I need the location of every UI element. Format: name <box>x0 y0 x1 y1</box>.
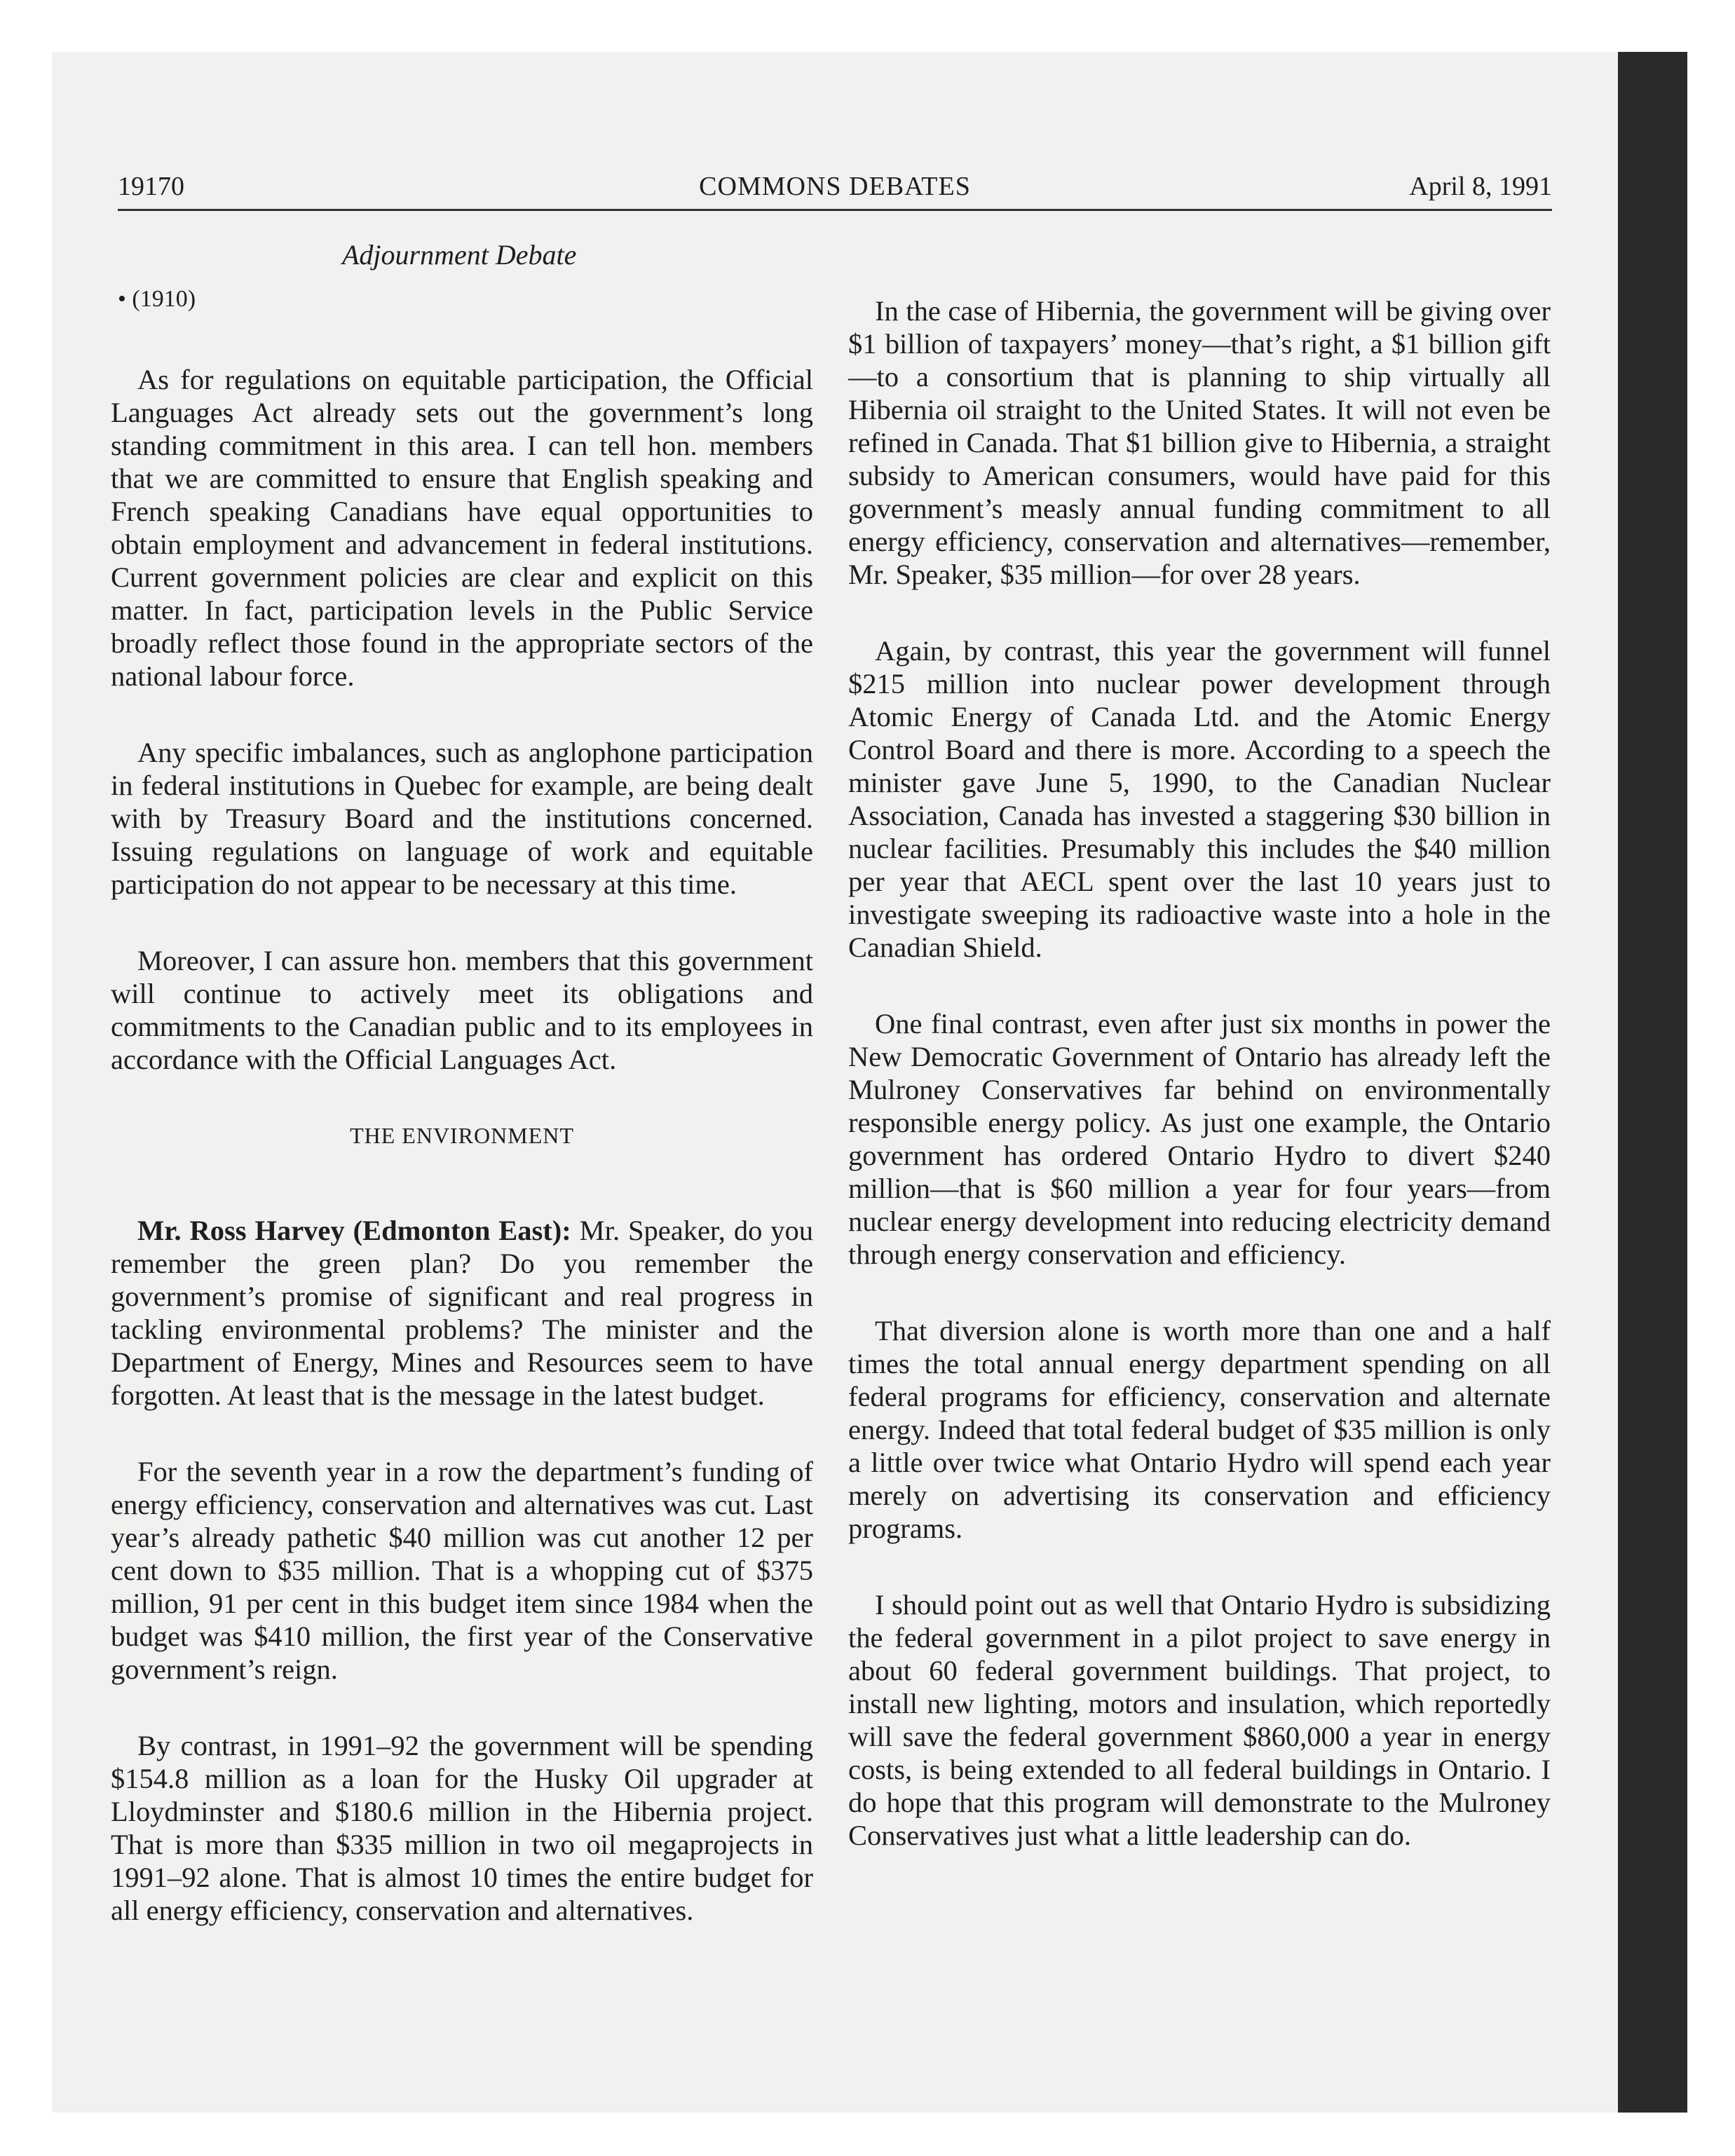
running-head: Adjournment Debate <box>342 239 577 271</box>
paragraph <box>111 1214 813 1412</box>
paragraph: In the case of Hibernia, the government will be giving over $1 billion of taxpayers’ money—that’s right, a $1 billion gift—to a consortium that is planning to ship virtually all Hibernia oil straight to the United States. It will not even be refined in Canada. That $1 billion give to Hibernia, a straight subsidy to American consumers, would have paid for this government’s measly annual funding commitment to all energy efficiency, conservation and alternatives—remember, Mr. Speaker, $35 million—for over 28 years. <box>848 295 1551 590</box>
page-number: 19170 <box>118 172 184 201</box>
paragraph: That diversion alone is worth more than one and a half times the total annual energy department spending on all federal programs for efficiency, conservation and alternate energy. Indeed that total federal budget of $35 million is only a little over twice what Ontario Hydro will spend each year merely on advertising its conservation and efficiency programs. <box>848 1315 1551 1544</box>
paragraph: For the seventh year in a row the department’s funding of energy efficiency, conservation and alternatives was cut. Last year’s already pathetic $40 million was cut another 12 per cent down to $35 million. That is a whopping cut of $375 million, 91 per cent in this budget item since 1984 when the budget was $410 million, the first year of the Conservative government’s reign. <box>111 1456 813 1685</box>
page-header <box>118 165 1552 209</box>
speech-text: Mr. Speaker, do you remember the green plan? Do you remember the government’s promise of significant and real progress in tackling environmental problems? The minister and the Department of Energy, Mines and Resources seem to have forgotten. At least that is the message in the latest budget. <box>111 1215 813 1411</box>
right-column <box>848 294 1551 1895</box>
publication-title: COMMONS DEBATES <box>699 172 971 201</box>
scan-binding-edge <box>1618 52 1687 2113</box>
speaker-name: Mr. Ross Harvey (Edmonton East): <box>137 1215 571 1246</box>
paragraph: Moreover, I can assure hon. members that this government will continue to actively meet its obligations and commitments to the Canadian public and to its employees in accordance with the Official Languages Act. <box>111 945 813 1075</box>
left-column <box>111 363 813 1970</box>
paragraph: I should point out as well that Ontario Hydro is subsidizing the federal government in a pilot project to save energy in about 60 federal government buildings. That project, to install new lighting, motors and insulation, which reportedly will save the federal government $860,000 a year in energy costs, is being extended to all federal buildings in Ontario. I do hope that this program will demonstrate to the Mulroney Conservatives just what a little leadership can do. <box>848 1589 1551 1851</box>
paragraph: One final contrast, even after just six months in power the New Democratic Government of Ontario has already left the Mulroney Conservatives far behind on environmentally responsible energy policy. As just one example, the Ontario government has ordered Ontario Hydro to divert $240 million—that is $60 million a year for four years—from nuclear energy development into reducing electricity demand through energy conservation and efficiency. <box>848 1008 1551 1270</box>
header-rule <box>118 209 1552 211</box>
section-heading: THE ENVIRONMENT <box>350 1123 574 1148</box>
time-mark: • (1910) <box>118 286 196 312</box>
paragraph: Again, by contrast, this year the government will funnel $215 million into nuclear power development through Atomic Energy of Canada Ltd. and the Atomic Energy Control Board and there is more. According to a speech the minister gave June 5, 1990, to the Canadian Nuclear Association, Canada has invested a staggering $30 billion in nuclear facilities. Presumably this includes the $40 million per year that AECL spent over the last 10 years just to investigate sweeping its radioactive waste into a hole in the Canadian Shield. <box>848 635 1551 963</box>
paragraph: As for regulations on equitable participation, the Official Languages Act already sets out the government’s long standing commitment in this area. I can tell hon. members that we are committed to ensure that English speaking and French speaking Canadians have equal opportunities to obtain employment and advancement in federal institutions. Current government policies are clear and explicit on this matter. In fact, participation levels in the Public Service broadly reflect those found in the appropriate sectors of the national labour force. <box>111 364 813 692</box>
paragraph: Any specific imbalances, such as anglophone participation in federal institutions in Quebec for example, are being dealt with by Treasury Board and the institutions concerned. Issuing regulations on language of work and equitable participation do not appear to be necessary at this time. <box>111 737 813 900</box>
paragraph: By contrast, in 1991–92 the government will be spending $154.8 million as a loan for the Husky Oil upgrader at Lloydminster and $180.6 million in the Hibernia project. That is more than $335 million in two oil megaprojects in 1991–92 alone. That is almost 10 times the entire budget for all energy efficiency, conservation and alternatives. <box>111 1730 813 1926</box>
publication-date: April 8, 1991 <box>1409 172 1552 201</box>
